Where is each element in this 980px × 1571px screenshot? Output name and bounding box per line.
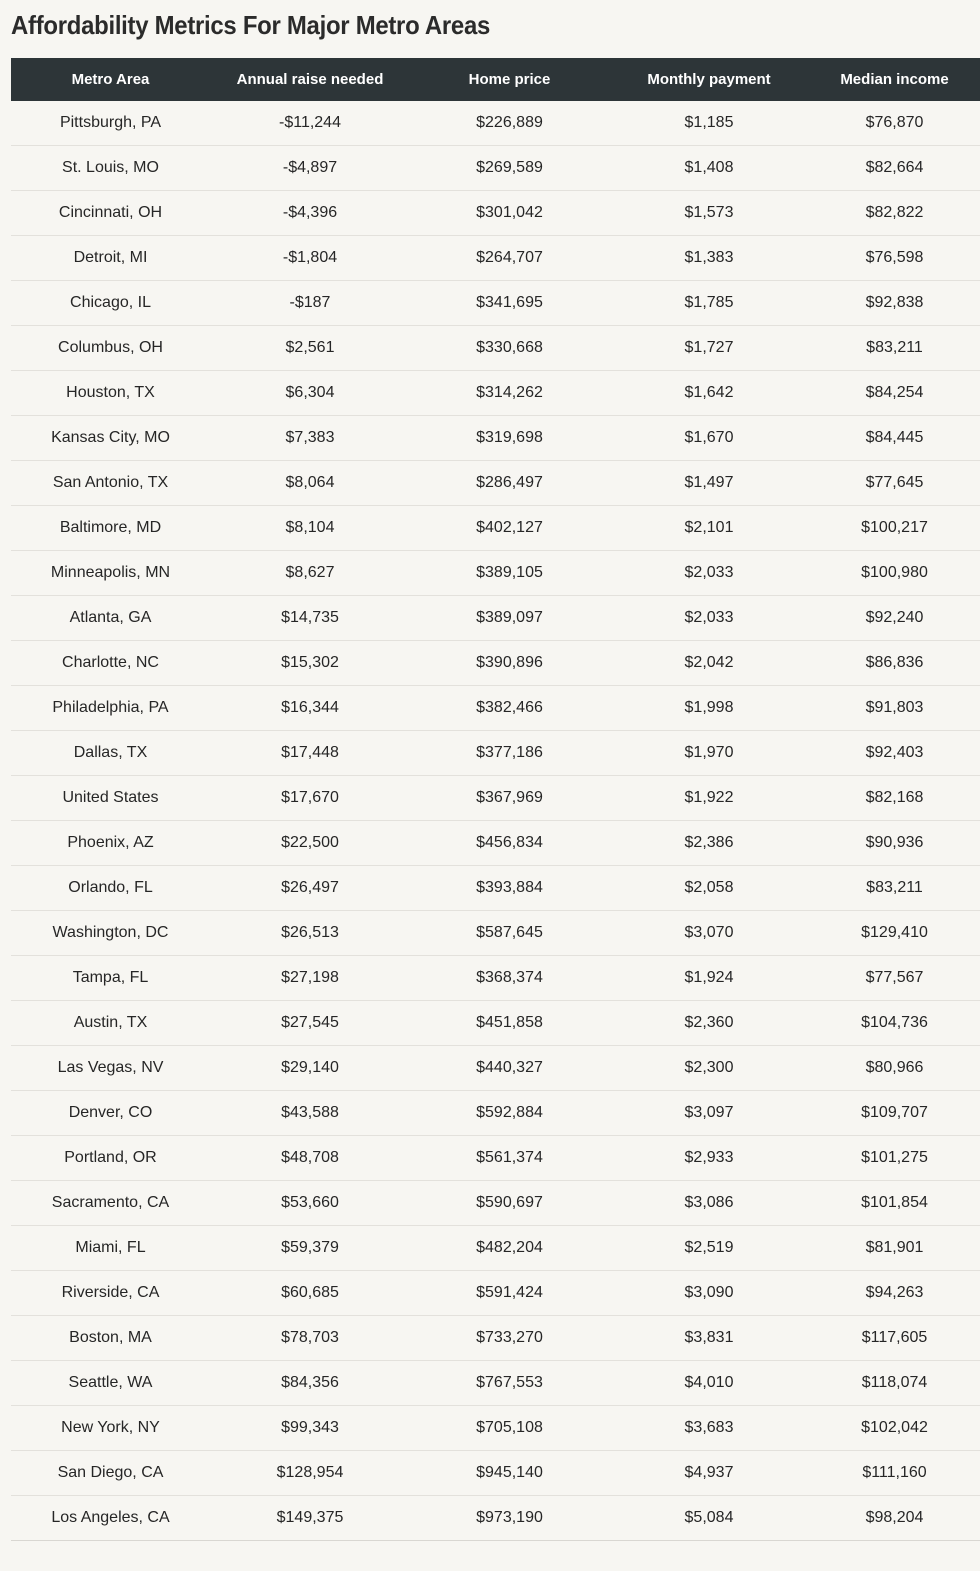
table-row <box>11 1451 980 1496</box>
median-income-cell: $91,803 <box>809 686 980 731</box>
annual-raise-cell: $59,379 <box>210 1226 410 1271</box>
monthly-payment-cell: $4,010 <box>609 1361 809 1406</box>
column-header-median-income[interactable]: Median income <box>809 58 980 101</box>
annual-raise-cell: $29,140 <box>210 1046 410 1091</box>
median-income-cell: $92,240 <box>809 596 980 641</box>
monthly-payment-cell: $2,101 <box>609 506 809 551</box>
table-row <box>11 146 980 191</box>
median-income-cell: $76,870 <box>809 101 980 146</box>
home-price-cell: $451,858 <box>410 1001 609 1046</box>
monthly-payment-cell: $2,360 <box>609 1001 809 1046</box>
table-row <box>11 1136 980 1181</box>
annual-raise-cell: $149,375 <box>210 1496 410 1541</box>
annual-raise-cell: $8,104 <box>210 506 410 551</box>
median-income-cell: $81,901 <box>809 1226 980 1271</box>
median-income-cell: $100,217 <box>809 506 980 551</box>
median-income-cell: $77,645 <box>809 461 980 506</box>
table-row <box>11 641 980 686</box>
median-income-cell: $84,254 <box>809 371 980 416</box>
median-income-cell: $82,168 <box>809 776 980 821</box>
annual-raise-cell: $14,735 <box>210 596 410 641</box>
metro-area-cell: Kansas City, MO <box>11 416 210 461</box>
monthly-payment-cell: $2,300 <box>609 1046 809 1091</box>
annual-raise-cell: $16,344 <box>210 686 410 731</box>
home-price-cell: $402,127 <box>410 506 609 551</box>
home-price-cell: $269,589 <box>410 146 609 191</box>
annual-raise-cell: $8,627 <box>210 551 410 596</box>
monthly-payment-cell: $1,642 <box>609 371 809 416</box>
median-income-cell: $117,605 <box>809 1316 980 1361</box>
metro-area-cell: Las Vegas, NV <box>11 1046 210 1091</box>
annual-raise-cell: -$187 <box>210 281 410 326</box>
table-row <box>11 416 980 461</box>
monthly-payment-cell: $2,933 <box>609 1136 809 1181</box>
home-price-cell: $377,186 <box>410 731 609 776</box>
median-income-cell: $100,980 <box>809 551 980 596</box>
annual-raise-cell: $60,685 <box>210 1271 410 1316</box>
median-income-cell: $82,822 <box>809 191 980 236</box>
metro-area-cell: Cincinnati, OH <box>11 191 210 236</box>
metro-area-cell: Los Angeles, CA <box>11 1496 210 1541</box>
median-income-cell: $102,042 <box>809 1406 980 1451</box>
table-row <box>11 956 980 1001</box>
monthly-payment-cell: $1,497 <box>609 461 809 506</box>
median-income-cell: $86,836 <box>809 641 980 686</box>
monthly-payment-cell: $4,937 <box>609 1451 809 1496</box>
home-price-cell: $264,707 <box>410 236 609 281</box>
page-title: Affordability Metrics For Major Metro Areas <box>11 10 491 40</box>
metro-area-cell: Atlanta, GA <box>11 596 210 641</box>
annual-raise-cell: $53,660 <box>210 1181 410 1226</box>
home-price-cell: $587,645 <box>410 911 609 956</box>
monthly-payment-cell: $2,033 <box>609 551 809 596</box>
table-row <box>11 551 980 596</box>
table-row <box>11 1181 980 1226</box>
metro-area-cell: Baltimore, MD <box>11 506 210 551</box>
metro-area-cell: Seattle, WA <box>11 1361 210 1406</box>
home-price-cell: $330,668 <box>410 326 609 371</box>
metro-area-cell: Pittsburgh, PA <box>11 101 210 146</box>
metro-area-cell: Orlando, FL <box>11 866 210 911</box>
table-row <box>11 1226 980 1271</box>
median-income-cell: $92,403 <box>809 731 980 776</box>
table-body <box>11 101 980 1541</box>
annual-raise-cell: $17,448 <box>210 731 410 776</box>
annual-raise-cell: -$4,396 <box>210 191 410 236</box>
metro-area-cell: San Antonio, TX <box>11 461 210 506</box>
metro-area-cell: St. Louis, MO <box>11 146 210 191</box>
annual-raise-cell: $26,513 <box>210 911 410 956</box>
metro-area-cell: Tampa, FL <box>11 956 210 1001</box>
metro-area-cell: San Diego, CA <box>11 1451 210 1496</box>
home-price-cell: $733,270 <box>410 1316 609 1361</box>
home-price-cell: $382,466 <box>410 686 609 731</box>
monthly-payment-cell: $2,519 <box>609 1226 809 1271</box>
median-income-cell: $83,211 <box>809 326 980 371</box>
median-income-cell: $109,707 <box>809 1091 980 1136</box>
home-price-cell: $591,424 <box>410 1271 609 1316</box>
annual-raise-cell: $22,500 <box>210 821 410 866</box>
monthly-payment-cell: $1,924 <box>609 956 809 1001</box>
monthly-payment-cell: $1,383 <box>609 236 809 281</box>
home-price-cell: $286,497 <box>410 461 609 506</box>
median-income-cell: $80,966 <box>809 1046 980 1091</box>
table-row <box>11 1271 980 1316</box>
metro-area-cell: Phoenix, AZ <box>11 821 210 866</box>
monthly-payment-cell: $1,185 <box>609 101 809 146</box>
metro-area-cell: New York, NY <box>11 1406 210 1451</box>
monthly-payment-cell: $2,033 <box>609 596 809 641</box>
monthly-payment-cell: $5,084 <box>609 1496 809 1541</box>
table-row <box>11 1091 980 1136</box>
home-price-cell: $440,327 <box>410 1046 609 1091</box>
metro-area-cell: Chicago, IL <box>11 281 210 326</box>
median-income-cell: $84,445 <box>809 416 980 461</box>
table-row <box>11 1406 980 1451</box>
median-income-cell: $101,854 <box>809 1181 980 1226</box>
metro-area-cell: Charlotte, NC <box>11 641 210 686</box>
metro-area-cell: Houston, TX <box>11 371 210 416</box>
metro-area-cell: Dallas, TX <box>11 731 210 776</box>
metro-area-cell: Portland, OR <box>11 1136 210 1181</box>
table-row <box>11 1361 980 1406</box>
median-income-cell: $83,211 <box>809 866 980 911</box>
monthly-payment-cell: $1,998 <box>609 686 809 731</box>
home-price-cell: $592,884 <box>410 1091 609 1136</box>
column-header-monthly-payment[interactable]: Monthly payment <box>609 58 809 101</box>
table-row <box>11 911 980 956</box>
home-price-cell: $590,697 <box>410 1181 609 1226</box>
column-header-metro-area[interactable]: Metro Area <box>11 58 210 101</box>
monthly-payment-cell: $1,573 <box>609 191 809 236</box>
median-income-cell: $92,838 <box>809 281 980 326</box>
home-price-cell: $226,889 <box>410 101 609 146</box>
metro-area-cell: Columbus, OH <box>11 326 210 371</box>
median-income-cell: $94,263 <box>809 1271 980 1316</box>
home-price-cell: $341,695 <box>410 281 609 326</box>
column-header-home-price[interactable]: Home price <box>410 58 609 101</box>
annual-raise-cell: $78,703 <box>210 1316 410 1361</box>
table-row <box>11 1316 980 1361</box>
median-income-cell: $98,204 <box>809 1496 980 1541</box>
metro-area-cell: Washington, DC <box>11 911 210 956</box>
table-row <box>11 731 980 776</box>
monthly-payment-cell: $2,058 <box>609 866 809 911</box>
annual-raise-cell: $17,670 <box>210 776 410 821</box>
monthly-payment-cell: $1,408 <box>609 146 809 191</box>
median-income-cell: $101,275 <box>809 1136 980 1181</box>
home-price-cell: $456,834 <box>410 821 609 866</box>
table-row <box>11 686 980 731</box>
table-row <box>11 1001 980 1046</box>
table-row <box>11 821 980 866</box>
median-income-cell: $90,936 <box>809 821 980 866</box>
median-income-cell: $82,664 <box>809 146 980 191</box>
monthly-payment-cell: $3,070 <box>609 911 809 956</box>
annual-raise-cell: $84,356 <box>210 1361 410 1406</box>
annual-raise-cell: $15,302 <box>210 641 410 686</box>
home-price-cell: $973,190 <box>410 1496 609 1541</box>
metro-area-cell: Riverside, CA <box>11 1271 210 1316</box>
monthly-payment-cell: $1,727 <box>609 326 809 371</box>
annual-raise-cell: -$11,244 <box>210 101 410 146</box>
column-header-annual-raise-needed[interactable]: Annual raise needed <box>210 58 410 101</box>
metro-area-cell: Minneapolis, MN <box>11 551 210 596</box>
monthly-payment-cell: $3,086 <box>609 1181 809 1226</box>
monthly-payment-cell: $1,922 <box>609 776 809 821</box>
annual-raise-cell: $27,545 <box>210 1001 410 1046</box>
table-row <box>11 596 980 641</box>
monthly-payment-cell: $3,683 <box>609 1406 809 1451</box>
table-row <box>11 371 980 416</box>
home-price-cell: $482,204 <box>410 1226 609 1271</box>
home-price-cell: $389,105 <box>410 551 609 596</box>
annual-raise-cell: -$4,897 <box>210 146 410 191</box>
monthly-payment-cell: $3,831 <box>609 1316 809 1361</box>
home-price-cell: $301,042 <box>410 191 609 236</box>
metro-area-cell: Austin, TX <box>11 1001 210 1046</box>
annual-raise-cell: $43,588 <box>210 1091 410 1136</box>
table-row <box>11 191 980 236</box>
monthly-payment-cell: $3,097 <box>609 1091 809 1136</box>
annual-raise-cell: $6,304 <box>210 371 410 416</box>
metro-area-cell: Sacramento, CA <box>11 1181 210 1226</box>
annual-raise-cell: $48,708 <box>210 1136 410 1181</box>
table-row <box>11 101 980 146</box>
home-price-cell: $314,262 <box>410 371 609 416</box>
monthly-payment-cell: $3,090 <box>609 1271 809 1316</box>
median-income-cell: $77,567 <box>809 956 980 1001</box>
median-income-cell: $76,598 <box>809 236 980 281</box>
home-price-cell: $705,108 <box>410 1406 609 1451</box>
median-income-cell: $104,736 <box>809 1001 980 1046</box>
table-row <box>11 1046 980 1091</box>
annual-raise-cell: -$1,804 <box>210 236 410 281</box>
annual-raise-cell: $128,954 <box>210 1451 410 1496</box>
metro-area-cell: Detroit, MI <box>11 236 210 281</box>
median-income-cell: $129,410 <box>809 911 980 956</box>
home-price-cell: $393,884 <box>410 866 609 911</box>
monthly-payment-cell: $1,785 <box>609 281 809 326</box>
monthly-payment-cell: $2,386 <box>609 821 809 866</box>
table-row <box>11 776 980 821</box>
annual-raise-cell: $99,343 <box>210 1406 410 1451</box>
affordability-table <box>11 58 980 1541</box>
table-row <box>11 1496 980 1541</box>
annual-raise-cell: $2,561 <box>210 326 410 371</box>
metro-area-cell: Denver, CO <box>11 1091 210 1136</box>
home-price-cell: $319,698 <box>410 416 609 461</box>
metro-area-cell: Boston, MA <box>11 1316 210 1361</box>
table-row <box>11 866 980 911</box>
annual-raise-cell: $26,497 <box>210 866 410 911</box>
table-row <box>11 506 980 551</box>
monthly-payment-cell: $1,970 <box>609 731 809 776</box>
monthly-payment-cell: $1,670 <box>609 416 809 461</box>
annual-raise-cell: $27,198 <box>210 956 410 1001</box>
table-row <box>11 461 980 506</box>
metro-area-cell: Miami, FL <box>11 1226 210 1271</box>
annual-raise-cell: $8,064 <box>210 461 410 506</box>
table-row <box>11 326 980 371</box>
table-row <box>11 281 980 326</box>
home-price-cell: $367,969 <box>410 776 609 821</box>
home-price-cell: $561,374 <box>410 1136 609 1181</box>
table-row <box>11 236 980 281</box>
annual-raise-cell: $7,383 <box>210 416 410 461</box>
monthly-payment-cell: $2,042 <box>609 641 809 686</box>
metro-area-cell: Philadelphia, PA <box>11 686 210 731</box>
metro-area-cell: United States <box>11 776 210 821</box>
median-income-cell: $111,160 <box>809 1451 980 1496</box>
home-price-cell: $368,374 <box>410 956 609 1001</box>
home-price-cell: $389,097 <box>410 596 609 641</box>
home-price-cell: $945,140 <box>410 1451 609 1496</box>
home-price-cell: $390,896 <box>410 641 609 686</box>
table-header-row <box>11 58 980 101</box>
median-income-cell: $118,074 <box>809 1361 980 1406</box>
home-price-cell: $767,553 <box>410 1361 609 1406</box>
